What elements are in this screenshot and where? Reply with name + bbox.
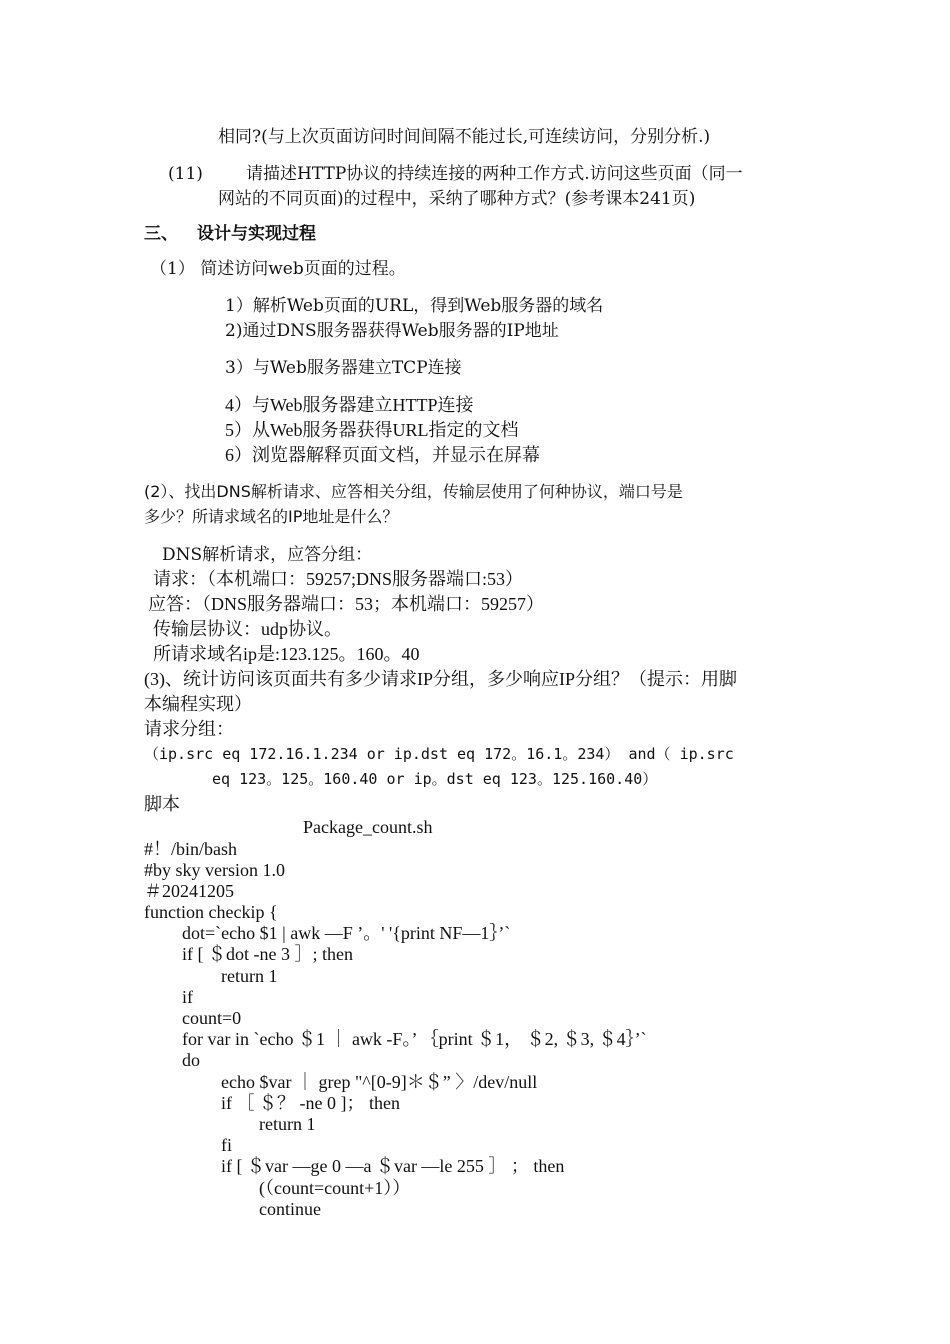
answer-line: 应答：（DNS服务器端口：53；本机端口：59257） xyxy=(148,594,545,614)
answer-line: 所请求域名ip是:123.125。160。40 xyxy=(153,644,420,664)
code-line: if [ ＄var —ge 0 —a ＄var —le 255 ］ ； then xyxy=(221,1156,565,1176)
code-line: count=0 xyxy=(182,1008,242,1028)
request-label: 请求分组： xyxy=(144,719,234,739)
code-line: return 1 xyxy=(221,966,278,986)
question-text: (2）、找出DNS解析请求、应答相关分组，传输层使用了何种协议，端口号是 xyxy=(144,482,683,501)
code-line: for var in `echo ＄1 ｜ awk -F。’ ｛print ＄1， ＄2, ＄3, ＄4｝’` xyxy=(182,1029,647,1049)
step-item: 1）解析Web页面的URL，得到Web服务器的域名 xyxy=(225,296,604,316)
question-text: 本编程实现） xyxy=(144,694,252,714)
filter-expression: eq 123。125。160.40 or ip。dst eq 123。125.160.40） xyxy=(212,770,658,788)
continuation-text: 相同?(与上次页面访问时间间隔不能过长,可连续访问，分别分析.) xyxy=(218,127,711,147)
section-title: 设计与实现过程 xyxy=(197,224,316,244)
section-number: 三、 xyxy=(144,224,178,244)
question-text: 网站的不同页面)的过程中，采纳了哪种方式？(参考课本241页) xyxy=(218,189,696,209)
code-line: #by sky version 1.0 xyxy=(144,860,285,880)
code-line: dot=`echo $1 | awk —F ’。' '{print NF—1｝’` xyxy=(182,923,511,943)
question-text: (3)、统计访问该页面共有多少请求IP分组，多少响应IP分组？（提示：用脚 xyxy=(144,669,737,689)
code-line: if xyxy=(182,987,193,1007)
code-line: return 1 xyxy=(259,1114,316,1134)
code-line: function checkip { xyxy=(144,902,278,922)
script-label: 脚本 xyxy=(144,794,180,814)
step-item: 2)通过DNS服务器获得Web服务器的IP地址 xyxy=(225,321,559,341)
code-line: fi xyxy=(221,1135,232,1155)
step-item: 6）浏览器解释页面文档，并显示在屏幕 xyxy=(225,445,540,465)
item-number: (11) xyxy=(168,164,203,184)
step-item: 5）从Web服务器获得URL指定的文档 xyxy=(225,420,519,440)
script-filename: Package_count.sh xyxy=(303,817,433,837)
answer-line: 请求：（本机端口：59257;DNS服务器端口:53） xyxy=(153,569,524,589)
code-line: continue xyxy=(259,1199,321,1219)
code-line: ＃20241205 xyxy=(144,881,234,901)
filter-expression: （ip.src eq 172.16.1.234 or ip.dst eq 172。16.1。234） and（ ip.src xyxy=(144,745,734,763)
question-text: 多少？所请求域名的IP地址是什么？ xyxy=(144,507,399,526)
question-text: 请描述HTTP协议的持续连接的两种工作方式.访问这些页面（同一 xyxy=(246,164,743,184)
code-line: if ［ ＄？ -ne 0 ]； then xyxy=(221,1093,400,1113)
code-line: (（count=count+1）） xyxy=(259,1178,411,1198)
code-line: echo $var ｜ grep "^[0-9]＊＄” 〉/dev/null xyxy=(221,1072,538,1092)
step-item: 3）与Web服务器建立TCP连接 xyxy=(225,358,462,378)
code-line: do xyxy=(182,1050,200,1070)
answer-line: 传输层协议：udp协议。 xyxy=(153,619,342,639)
code-line: if [ ＄dot -ne 3 ］; then xyxy=(182,944,353,964)
code-line: #！/bin/bash xyxy=(144,839,237,859)
step-item: 4）与Web服务器建立HTTP连接 xyxy=(225,395,474,415)
question-label: （1） 简述访问web页面的过程。 xyxy=(150,259,406,279)
answer-line: DNS解析请求，应答分组： xyxy=(162,545,373,565)
